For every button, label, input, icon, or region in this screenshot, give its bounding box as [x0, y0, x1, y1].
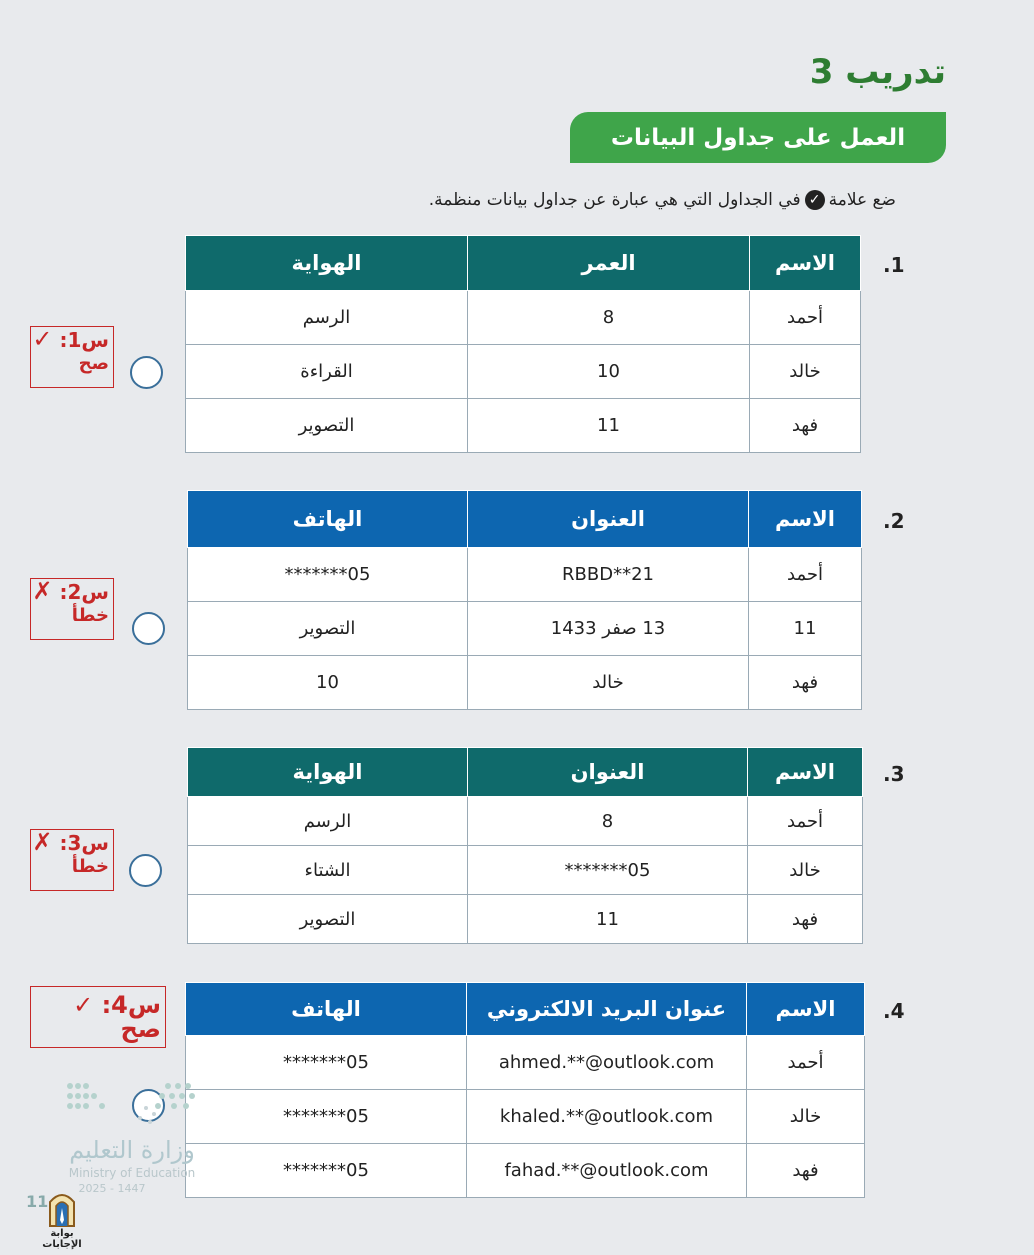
answer-radio-3[interactable] — [129, 854, 162, 887]
question-number-1: .1 — [883, 253, 905, 277]
table-row — [188, 895, 863, 944]
x-mark-icon: ✗ — [32, 828, 53, 856]
question-number-4: .4 — [883, 999, 905, 1023]
table-cell: فهد — [750, 399, 861, 453]
check-mark-icon: ✓ — [73, 991, 94, 1019]
check-mark-icon: ✓ — [32, 325, 53, 353]
header-cell: الاسم — [750, 236, 861, 291]
header-cell: الاسم — [748, 748, 863, 797]
table-cell: أحمد — [747, 1036, 865, 1090]
table-row — [186, 1144, 865, 1198]
answer-box-3: س3: ✗ خطأ — [30, 829, 114, 891]
table-row — [186, 1036, 865, 1090]
table-1 — [185, 235, 861, 453]
table-row — [186, 1090, 865, 1144]
header-cell: الهاتف — [188, 491, 468, 548]
ministry-name-ar: وزارة التعليم — [69, 1136, 195, 1164]
table-header-row — [188, 748, 863, 797]
header-cell: الهواية — [188, 748, 468, 797]
table-cell: 11 — [468, 895, 748, 944]
table-cell: 05******* — [186, 1036, 467, 1090]
table-cell: القراءة — [186, 345, 468, 399]
table-cell: fahad.**@outlook.com — [467, 1144, 747, 1198]
table-4 — [185, 982, 865, 1198]
header-cell: العنوان — [468, 748, 748, 797]
exercise-title: تدريب 3 — [809, 52, 946, 92]
table-cell: أحمد — [749, 548, 862, 602]
table-cell: خالد — [747, 1090, 865, 1144]
table-cell: RBBD**21 — [468, 548, 749, 602]
x-mark-icon: ✗ — [32, 577, 53, 605]
table-cell: التصوير — [186, 399, 468, 453]
header-cell: الاسم — [749, 491, 862, 548]
table-cell: خالد — [748, 846, 863, 895]
header-cell: الاسم — [747, 983, 865, 1036]
table-cell: فهد — [747, 1144, 865, 1198]
table-cell: 11 — [749, 602, 862, 656]
table-row — [188, 656, 862, 710]
table-cell: 05******* — [186, 1090, 467, 1144]
table-cell: 10 — [188, 656, 468, 710]
question-number-2: .2 — [883, 509, 905, 533]
header-cell: عنوان البريد الالكتروني — [467, 983, 747, 1036]
header-cell: الهواية — [186, 236, 468, 291]
section-banner: العمل على جداول البيانات — [570, 112, 946, 163]
table-cell: 05******* — [188, 548, 468, 602]
table-cell: 11 — [468, 399, 750, 453]
table-cell: ahmed.**@outlook.com — [467, 1036, 747, 1090]
table-row — [188, 846, 863, 895]
table-cell: 05******* — [186, 1144, 467, 1198]
table-cell: التصوير — [188, 895, 468, 944]
table-cell: الرسم — [186, 291, 468, 345]
table-cell: فهد — [749, 656, 862, 710]
ministry-year: 2025 - 1447 — [78, 1182, 146, 1195]
header-cell: العنوان — [468, 491, 749, 548]
instruction-pre: ضع علامة — [828, 190, 896, 210]
ministry-logo — [62, 1078, 202, 1198]
table-row — [188, 797, 863, 846]
question-number-3: .3 — [883, 762, 905, 786]
ministry-name-en: Ministry of Education — [68, 1166, 196, 1180]
badge-text: بوابة الإجابات — [42, 1228, 82, 1250]
table-3 — [187, 747, 863, 944]
table-row — [186, 345, 861, 399]
table-row — [186, 399, 861, 453]
header-cell: الهاتف — [186, 983, 467, 1036]
table-cell: khaled.**@outlook.com — [467, 1090, 747, 1144]
answers-portal-badge — [30, 1186, 94, 1248]
table-cell: 8 — [468, 797, 748, 846]
answer-box-4: س4: ✓ صح — [30, 986, 166, 1048]
answer-radio-1[interactable] — [130, 356, 163, 389]
table-cell: 10 — [468, 345, 750, 399]
answer-radio-2[interactable] — [132, 612, 165, 645]
checkmark-icon: ✓ — [805, 190, 825, 210]
table-header-row — [186, 236, 861, 291]
table-cell: التصوير — [188, 602, 468, 656]
ministry-dots-icon — [62, 1078, 202, 1134]
answer-box-2: س2: ✗ خطأ — [30, 578, 114, 640]
header-cell: العمر — [468, 236, 750, 291]
table-row — [188, 602, 862, 656]
table-row — [188, 548, 862, 602]
instruction — [429, 190, 896, 210]
table-header-row — [188, 491, 862, 548]
table-cell: فهد — [748, 895, 863, 944]
table-cell: الرسم — [188, 797, 468, 846]
table-cell: خالد — [468, 656, 749, 710]
table-header-row — [186, 983, 865, 1036]
table-cell: 13 صفر 1433 — [468, 602, 749, 656]
table-cell: أحمد — [750, 291, 861, 345]
table-cell: 05******* — [468, 846, 748, 895]
answer-box-1: س1: ✓ صح — [30, 326, 114, 388]
table-cell: الشتاء — [188, 846, 468, 895]
table-cell: أحمد — [748, 797, 863, 846]
table-cell: 8 — [468, 291, 750, 345]
table-2 — [187, 490, 862, 710]
table-cell: خالد — [750, 345, 861, 399]
table-row — [186, 291, 861, 345]
portal-logo-icon — [30, 1186, 94, 1230]
instruction-post: في الجداول التي هي عبارة عن جداول بيانات منظمة. — [428, 190, 801, 210]
page-number: 11 — [26, 1192, 49, 1211]
